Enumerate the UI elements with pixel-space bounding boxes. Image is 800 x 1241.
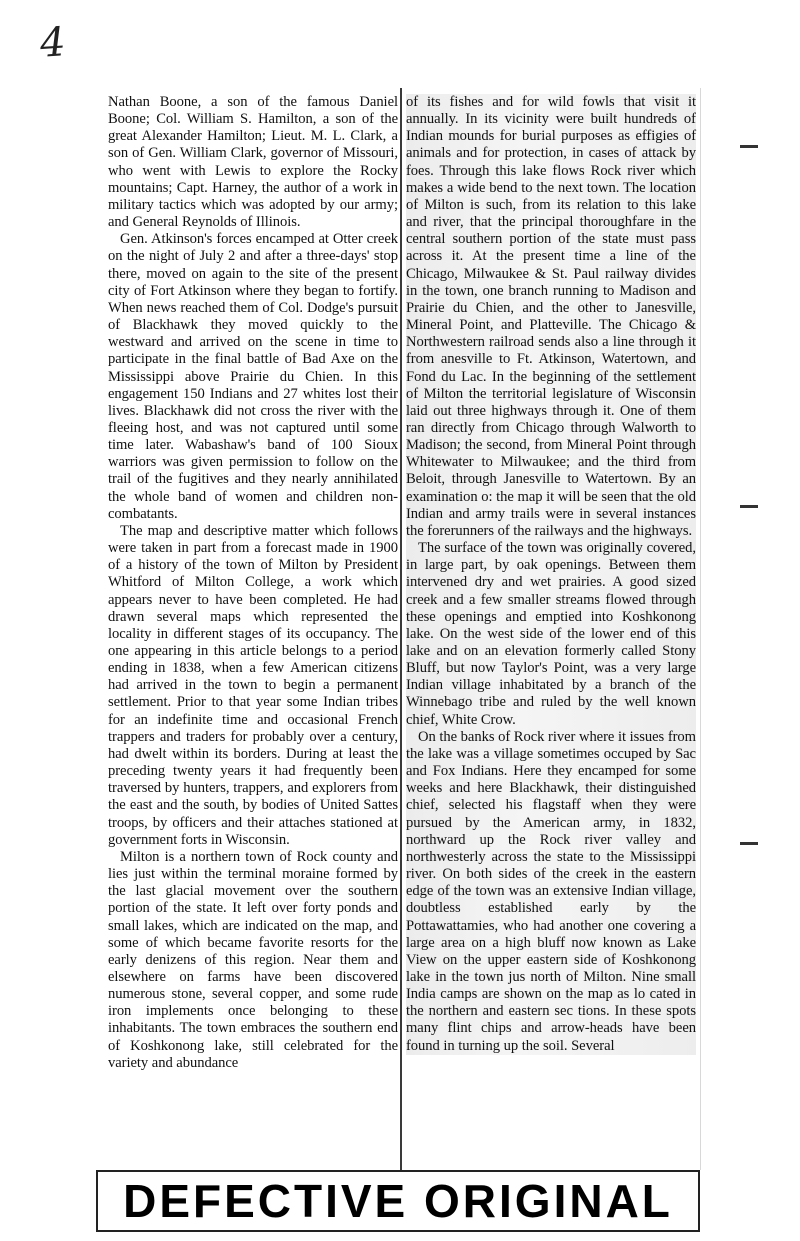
left-column — [108, 94, 398, 1072]
paragraph: Milton is a northern town of Rock county and lies just within the terminal moraine formed by the last glacial movement over the southern portion of the state. It left over forty ponds and small lakes, which are indicated on the map, and some of which became favorite resorts for the early denizens of this region. Near them and elsewhere on farms have been discovered numerous stone, several copper, and some rude iron implements once belonging to these inhabitants. The town embraces the southern end of Koshkonong lake, still celebrated for the variety and abundance — [108, 848, 398, 1071]
paragraph: of its fishes and for wild fowls that visit it annually. In its vicinity were built hundreds of Indian mounds for burial purposes as effigies of animals and for protection, in cases of attack by foes. Through this lake flows Rock river which makes a wide bend to the next town. The location of Milton is such, from its relation to this lake and river, that the principal thoroughfare in the central southern portion of the state must pass across it. At the present time a line of the Chicago, Milwaukee & St. Paul railway divides in the town, one branch running to Madison and Prairie du Chien, and the other to Janesville, Mineral Point, and Platteville. The Chicago & Northwestern railroad sends also a line through it from anesville to Ft. Atkinson, Watertown, and Fond du Lac. In the beginning of the settlement of Milton the territorial legislature of Wisconsin laid out three highways through it. One of them ran directly from Chicago through Walworth to Madison; the second, from Mineral Point through Whitewater to Milwaukee; and the third from Beloit, through Janesville to Watertown. By an examination o: the map it will be seen that the old Indian and army trails were in several instances the forerunners of the railways and the highways. — [406, 94, 696, 539]
right-column — [406, 94, 696, 1055]
page-number: 4 — [38, 19, 68, 67]
paragraph: The surface of the town was originally covered, in large part, by oak openings. Between them intervened dry and wet prairies. A good sized creek and a few smaller streams flowed through these openings and emptied into Koshkonong lake. On the west side of the lower end of this lake and on an elevation formerly called Stony Bluff, but now Taylor's Point, was a very large Indian village inhabitated by a branch of the Winnebago tribe and ruled by the well known chief, White Crow. — [406, 540, 696, 728]
margin-mark — [740, 842, 758, 845]
defective-original-stamp: DEFECTIVE ORIGINAL — [96, 1170, 700, 1232]
paragraph: Nathan Boone, a son of the famous Daniel Boone; Col. William S. Hamilton, a son of the great Alexander Hamilton; Lieut. M. L. Clark, a son of Gen. William Clark, governor of Missouri, who went with Lewis to explore the Rocky mountains; Capt. Harney, the author of a work in military tactics which was adopted by our army; and General Reynolds of Illinois. — [108, 94, 398, 231]
newspaper-clipping — [100, 88, 701, 1170]
margin-mark — [740, 145, 758, 148]
column-rule — [400, 88, 402, 1170]
paragraph: On the banks of Rock river where it issues from the lake was a village sometimes occuped by Sac and Fox Indians. Here they encamped for some weeks and here Blackhawk, their distinguished chief, selected his flagstaff when they were pursued by the American army, in 1832, northward up the Rock river valley and northwesterly across the state to the Mississippi river. On both sides of the creek in the eastern edge of the town was an extensive Indian village, doubtless established early by the Pottawattamies, who had another one covering a large area on a high bluff now known as Lake View on the upper eastern side of Koshkonong lake in the town jus north of Milton. Nine small India camps are shown on the map as lo cated in the northern and eastern sec tions. In these spots many flint chips and arrow-heads have been found in turning up the soil. Several — [406, 728, 696, 1054]
paragraph: Gen. Atkinson's forces encamped at Otter creek on the night of July 2 and after a three-days' stop there, moved on again to the site of the present city of Fort Atkinson where they began to fortify. When news reached them of Col. Dodge's pursuit of Blackhawk they moved quickly to the westward and arrived on the scene in time to participate in the final battle of Bad Axe on the Mississippi above Prairie du Chien. In this engagement 150 Indians and 27 whites lost their lives. Blackhawk did not cross the river with the fleeing host, and was not captured until some time later. Wabashaw's band of 100 Sioux warriors was given permission to follow on the trail of the fugitives and they nearly annihilated the whole band of women and children non-combatants. — [108, 231, 398, 522]
paragraph: The map and descriptive matter which follows were taken in part from a forecast made in 1900 of a history of the town of Milton by President Whitford of Milton College, a work which appears never to have been completed. He had drawn several maps which represented the locality in different stages of its occupancy. The one appearing in this article belongs to a period ending in 1838, when a few American citizens had arrived in the town to begin a permanent settlement. Prior to that year some Indian tribes for an indefinite time and occasional French trappers and traders for probably over a century, had dwelt within its borders. During at least the preceding twenty years it had frequently been traversed by hunters, trappers, and explorers from the east and the south, by bodies of United Sattes troops, by officers and their attaches stationed at government forts in Wisconsin. — [108, 522, 398, 848]
margin-mark — [740, 505, 758, 508]
